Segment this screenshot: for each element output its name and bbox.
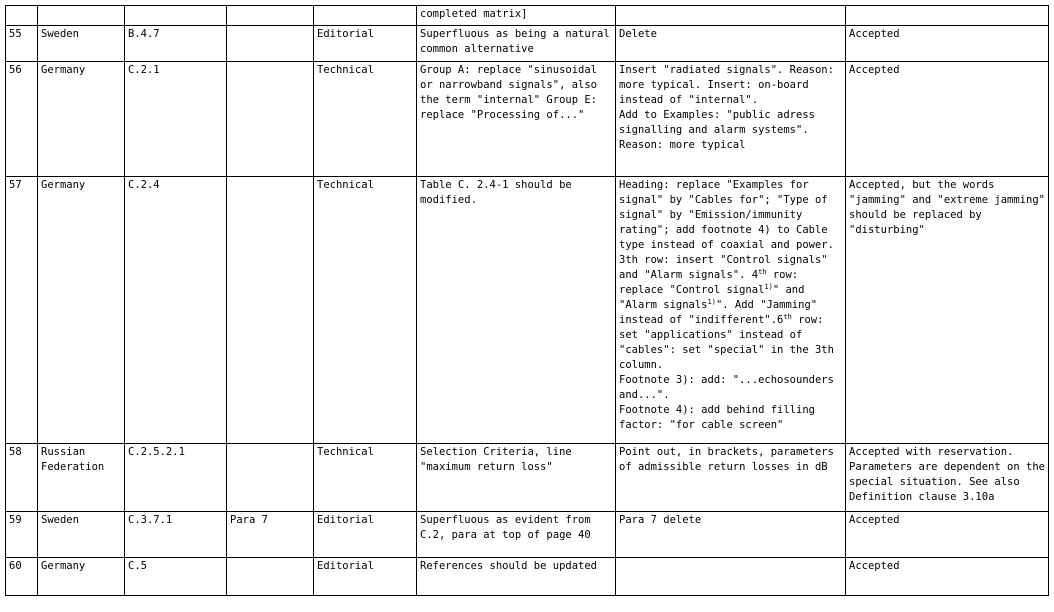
- cell-country: Germany: [38, 177, 125, 444]
- cell-no: 56: [6, 62, 38, 177]
- cell-para: [227, 444, 314, 512]
- cell-observation: Accepted: [846, 26, 1049, 62]
- cell-comment: Superfluous as evident from C.2, para at top of page 40: [417, 512, 616, 558]
- table-row: [6, 512, 1049, 558]
- table-row: [6, 6, 1049, 26]
- cell-clause: [125, 6, 227, 26]
- cell-clause: C.2.1: [125, 62, 227, 177]
- cell-no: 55: [6, 26, 38, 62]
- cell-observation: Accepted: [846, 558, 1049, 596]
- cell-para: [227, 177, 314, 444]
- cell-country: Sweden: [38, 512, 125, 558]
- cell-type: Technical: [314, 444, 417, 512]
- superscript: th: [783, 313, 792, 321]
- cell-type: Technical: [314, 177, 417, 444]
- table-row: [6, 177, 1049, 444]
- cell-observation: Accepted with reservation. Parameters are dependent on the special situation. See also Definition clause 3.10a: [846, 444, 1049, 512]
- cell-para: [227, 62, 314, 177]
- cell-no: [6, 6, 38, 26]
- cell-type: Editorial: [314, 558, 417, 596]
- table-row: [6, 62, 1049, 177]
- cell-clause: C.2.5.2.1: [125, 444, 227, 512]
- cell-comment: Superfluous as being a natural common alternative: [417, 26, 616, 62]
- cell-country: [38, 6, 125, 26]
- superscript: 1): [707, 298, 716, 306]
- superscript: 1): [764, 283, 773, 291]
- cell-proposal: Delete: [616, 26, 846, 62]
- cell-proposal: [616, 177, 846, 444]
- cell-type: Editorial: [314, 26, 417, 62]
- proposal-text: " and "Alarm signals: [619, 284, 805, 311]
- proposal-text: ". Add "Jamming" instead of "indifferent".6: [619, 299, 818, 326]
- cell-no: 60: [6, 558, 38, 596]
- cell-para: Para 7: [227, 512, 314, 558]
- cell-proposal: Insert "radiated signals". Reason: more typical. Insert: on-board instead of "internal". Add to Examples: "public adress signalling and alarm systems". Reason: more typical: [616, 62, 846, 177]
- cell-clause: C.5: [125, 558, 227, 596]
- table-row: [6, 558, 1049, 596]
- cell-observation: Accepted: [846, 62, 1049, 177]
- cell-country: Russian Federation: [38, 444, 125, 512]
- cell-country: Germany: [38, 62, 125, 177]
- cell-proposal: Para 7 delete: [616, 512, 846, 558]
- cell-observation: Accepted, but the words "jamming" and "extreme jamming" should be replaced by "disturbing": [846, 177, 1049, 444]
- proposal-text: row: replace "Control signal: [619, 269, 799, 296]
- cell-proposal: [616, 558, 846, 596]
- cell-para: [227, 6, 314, 26]
- cell-comment: Selection Criteria, line "maximum return loss": [417, 444, 616, 512]
- cell-country: Germany: [38, 558, 125, 596]
- cell-comment: References should be updated: [417, 558, 616, 596]
- cell-type: Editorial: [314, 512, 417, 558]
- cell-type: Technical: [314, 62, 417, 177]
- cell-proposal: [616, 6, 846, 26]
- cell-proposal: Point out, in brackets, parameters of admissible return losses in dB: [616, 444, 846, 512]
- cell-para: [227, 26, 314, 62]
- table-row: [6, 444, 1049, 512]
- cell-clause: B.4.7: [125, 26, 227, 62]
- cell-no: 59: [6, 512, 38, 558]
- cell-para: [227, 558, 314, 596]
- comments-table: [5, 5, 1049, 596]
- table-row: [6, 26, 1049, 62]
- cell-type: [314, 6, 417, 26]
- cell-comment: Table C. 2.4-1 should be modified.: [417, 177, 616, 444]
- cell-no: 57: [6, 177, 38, 444]
- cell-comment: Group A: replace "sinusoidal or narrowband signals", also the term "internal" Group E: replace "Processing of...": [417, 62, 616, 177]
- superscript: th: [758, 268, 767, 276]
- cell-no: 58: [6, 444, 38, 512]
- cell-comment: completed matrix]: [417, 6, 616, 26]
- cell-observation: Accepted: [846, 512, 1049, 558]
- cell-country: Sweden: [38, 26, 125, 62]
- proposal-text: row: set "applications" instead of "cables": set "special" in the 3th column. Footnote 3): add: "...echosounders and...". Footnote 4): add behind filling factor: "for cable screen": [619, 314, 834, 431]
- cell-clause: C.3.7.1: [125, 512, 227, 558]
- cell-observation: [846, 6, 1049, 26]
- cell-clause: C.2.4: [125, 177, 227, 444]
- proposal-text: Heading: replace "Examples for signal" by "Cables for"; "Type of signal" by "Emission/immunity rating"; add footnote 4) to Cable type instead of coaxial and power. 3th row: insert "Control signals" and "Alarm signals". 4: [619, 179, 834, 281]
